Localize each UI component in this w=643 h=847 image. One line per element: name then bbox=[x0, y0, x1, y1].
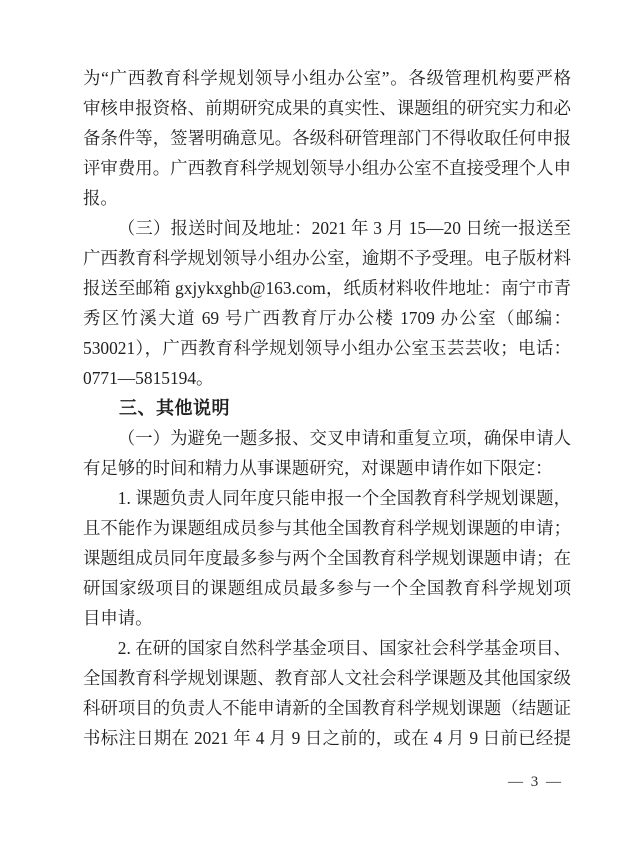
text-line: 0771—5815194。 bbox=[83, 368, 214, 388]
rule-2-paragraph bbox=[83, 633, 571, 753]
text-line: 报送至邮箱 gxjykxghb@163.com，纸质材料收件地址：南宁市青 bbox=[83, 278, 571, 298]
text-line: （一）为避免一题多报、交叉申请和重复立项，确保申请人 bbox=[117, 428, 571, 448]
text-line: 评审费用。广西教育科学规划领导小组办公室不直接受理个人申 bbox=[83, 158, 571, 178]
text-line: 全国教育科学规划课题、教育部人文社会科学课题及其他国家级 bbox=[83, 668, 571, 688]
text-line: 审核申报资格、前期研究成果的真实性、课题组的研究实力和必 bbox=[83, 98, 571, 118]
text-line: 广西教育科学规划领导小组办公室，逾期不予受理。电子版材料 bbox=[83, 248, 571, 268]
text-line: 目申请。 bbox=[83, 608, 153, 628]
section-heading-other-notes bbox=[83, 393, 571, 423]
submission-time-address-paragraph bbox=[83, 213, 571, 393]
continued-paragraph bbox=[83, 63, 571, 213]
text-line: 1. 课题负责人同年度只能申报一个全国教育科学规划课题， bbox=[117, 488, 571, 508]
text-line: 报。 bbox=[83, 188, 118, 208]
text-line: 2. 在研的国家自然科学基金项目、国家社会科学基金项目、 bbox=[117, 638, 571, 658]
restriction-intro-paragraph bbox=[83, 423, 571, 483]
text-line: 书标注日期在 2021 年 4 月 9 日之前的，或在 4 月 9 日前已经提 bbox=[83, 728, 571, 748]
text-line: （三）报送时间及地址：2021 年 3 月 15—20 日统一报送至 bbox=[117, 218, 571, 238]
rule-1-paragraph bbox=[83, 483, 571, 633]
text-line: 研国家级项目的课题组成员最多参与一个全国教育科学规划项 bbox=[83, 578, 571, 598]
page-number: — 3 — bbox=[508, 774, 563, 790]
text-line: 且不能作为课题组成员参与其他全国教育科学规划课题的申请； bbox=[83, 518, 571, 538]
heading-line: 三、其他说明 bbox=[119, 398, 230, 418]
text-line: 备条件等，签署明确意见。各级科研管理部门不得收取任何申报 bbox=[83, 128, 571, 148]
text-line: 秀区竹溪大道 69 号广西教育厅办公楼 1709 办公室（邮编： bbox=[83, 308, 571, 328]
text-line: 530021），广西教育科学规划领导小组办公室玉芸芸收；电话： bbox=[83, 338, 571, 358]
text-line: 课题组成员同年度最多参与两个全国教育科学规划课题申请；在 bbox=[83, 548, 571, 568]
text-line: 为“广西教育科学规划领导小组办公室”。各级管理机构要严格 bbox=[83, 68, 571, 88]
document-body bbox=[83, 63, 571, 753]
text-line: 科研项目的负责人不能申请新的全国教育科学规划课题（结题证 bbox=[83, 698, 571, 718]
text-line: 有足够的时间和精力从事课题研究，对课题申请作如下限定： bbox=[83, 458, 553, 478]
